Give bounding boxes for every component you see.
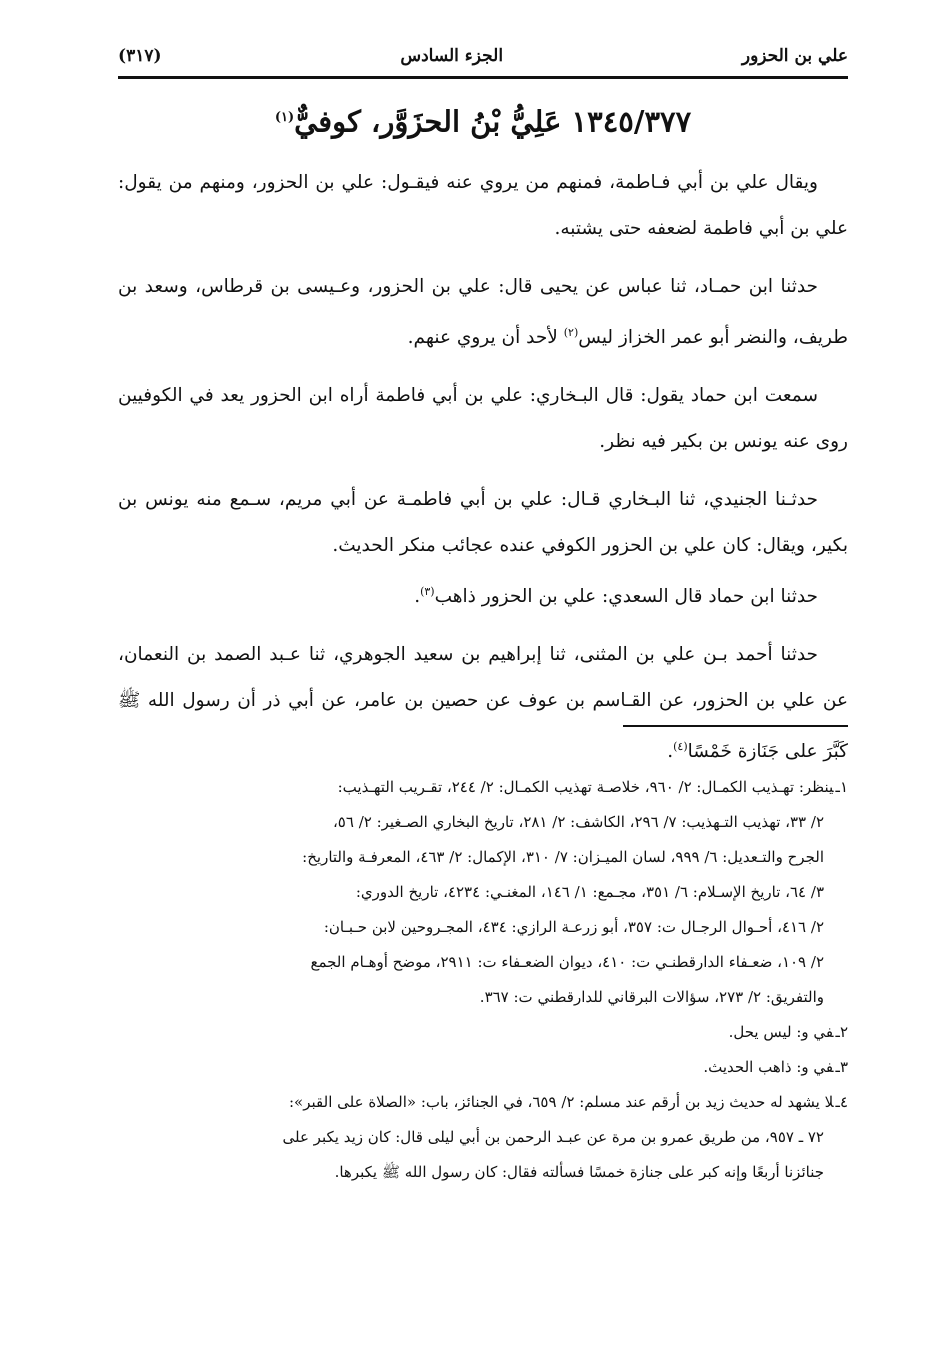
footnote-line: لا يشهد له حديث زيد بن أرقم عند مسلم: ٢/ ٦٥٩، في الجنائز، باب: «الصلاة على القبر»: [289, 1093, 834, 1111]
paragraph: سمعت ابن حماد يقول: قال البـخاري: علي بن أبي فاطمة أراه ابن الحزور يعد في الكوفيين روى عنه يونس بن بكير فيه نظر. [118, 385, 848, 453]
note-ref-3: (٣) [420, 585, 435, 599]
footnote-line: في و: ذاهب الحديث. [703, 1058, 834, 1076]
header-chapter-name: علي بن الحزور [741, 46, 848, 66]
note-ref-4: (٤) [673, 740, 688, 754]
footnotes [118, 770, 848, 1190]
entry-title-text: ١٣٤٥/٣٧٧ عَلِيُّ بْنُ الحزَوَّر، كوفيٌّ [294, 104, 692, 139]
entry-title [118, 96, 848, 144]
paragraph: ويقال علي بن أبي فـاطمة، فمنهم من يروي عنه فيقـول: علي بن الحزور، ومنهم من يقول: علي بن أبي فاطمة لضعفه حتى يشتبه. [118, 172, 848, 239]
footnote-number: ٤ـ [835, 1093, 848, 1111]
paragraph-text: حدثنا ابن حمـاد، ثنا عباس عن يحيى قال: علي بن الحزور، وعـيسى بن قرطاس، وسعد بن طريف، والنضر أبو عمر الخزاز ليس [118, 276, 848, 349]
footnote-line: جنائزنا أربعًا وإنه كبر على جنازة خمسًا فسألته فقال: كان رسول الله ﷺ يكبرها. [334, 1163, 824, 1181]
footnote-1 [118, 770, 848, 805]
paragraph: حدثنا أحمد بـن علي بن المثنى، ثنا إبراهيم بن سعيد الجوهري، ثنا عـبد الصمد بن النعمان، عن علي بن الحزور، عن القـاسم بن عوف عن حصين بن عامر، عن أبي ذر أن رسول الله ﷺ كَبَّرَ على جَنَازة خَمْسًا$^{(٤)}$. [118, 644, 848, 763]
paragraph-text: حدثنا أحمد بـن علي بن المثنى، ثنا إبراهيم بن سعيد الجوهري، ثنا عـبد الصمد بن النعمان، عن علي بن الحزور، عن القـاسم بن عوف عن حصين بن عامر، عن أبي ذر أن رسول الله ﷺ كَبَّرَ على جَنَازة خَمْسًا [118, 644, 848, 763]
footnote-4 [118, 1085, 848, 1120]
body-text [118, 160, 848, 787]
paragraph-text: حدثنا ابن حماد قال السعدي: علي بن الحزور ذاهب [434, 586, 818, 608]
header-volume-title: الجزء السادس [400, 46, 504, 66]
paragraph: حدثنا ابن حماد قال السعدي: علي بن الحزور ذاهب$^{(٣)}$. [414, 585, 818, 608]
footnote-line: ٢/ ٤١٦، أحـوال الرجـال ت: ٣٥٧، أبو زرعـة الرازي: ٤٣٤، المجـروحين لابن حـبـان: [323, 918, 824, 936]
footnote-number: ٣ـ [835, 1058, 848, 1076]
footnote-line: في و: ليس يحل. [728, 1023, 834, 1041]
footnote-line: ٢/ ٣٣، تهذيب التـهذيب: ٧/ ٢٩٦، الكاشف: ٢/ ٢٨١، تاريخ البخاري الصـغير: ٢/ ٥٦، [332, 813, 824, 831]
header-rule [118, 76, 848, 79]
footnote-2 [118, 1015, 848, 1050]
footnote-rule [623, 725, 848, 727]
paragraph [118, 264, 848, 361]
note-ref-2: (٢) [563, 326, 579, 339]
entry-title-note: (١) [274, 110, 295, 125]
paragraph: حدثـنا الجنيدي، ثنا البـخاري قـال: علي بن أبي فاطمـة عن أبي مريم، سـمع منه يونس بن بكير، ويقال: كان علي بن الحزور الكوفي عنده عجائب منكر الحديث. [118, 489, 848, 557]
footnote-line: ٣/ ٦٤، تاريخ الإسـلام: ٦/ ٣٥١، مجـمع: ١/ ١٤٦، المغنـي: ٤٢٣٤، تاريخ الدوري: [355, 883, 824, 901]
footnote-number: ١ـ [835, 778, 848, 796]
footnote-line: والتفريق: ٢/ ٢٧٣، سؤالات البرقاني للدارقطني ت: ٣٦٧. [479, 988, 824, 1006]
footnote-3 [118, 1050, 848, 1085]
paragraph-text: لأحد أن يروي عنهم. [407, 327, 558, 349]
footnote-number: ٢ـ [835, 1023, 848, 1041]
footnote-line: ٢/ ١٠٩، ضعـفاء الدارقطنـي ت: ٤١٠، ديوان الضعـفاء ت: ٢٩١١، موضح أوهـام الجمع [310, 953, 824, 971]
footnote-line: ينظر: تهـذيب الكمـال: ٢/ ٩٦٠، خلاصـة تهذيب الكمـال: ٢/ ٢٤٤، تقـريب التهـذيب: [337, 778, 834, 796]
page-number: (٣١٧) [118, 46, 162, 66]
footnote-line: الجرح والتـعديل: ٦/ ٩٩٩، لسان الميـزان: ٧/ ٣١٠، الإكمال: ٢/ ٤٦٣، المعرفـة والتاريخ: [302, 848, 824, 866]
footnote-line: ٧٢ ـ ٩٥٧، من طريق عمرو بن مرة عن عبـد الرحمن بن أبي ليلى قال: كان زيد يكبر على [282, 1128, 824, 1146]
running-header [118, 40, 848, 72]
